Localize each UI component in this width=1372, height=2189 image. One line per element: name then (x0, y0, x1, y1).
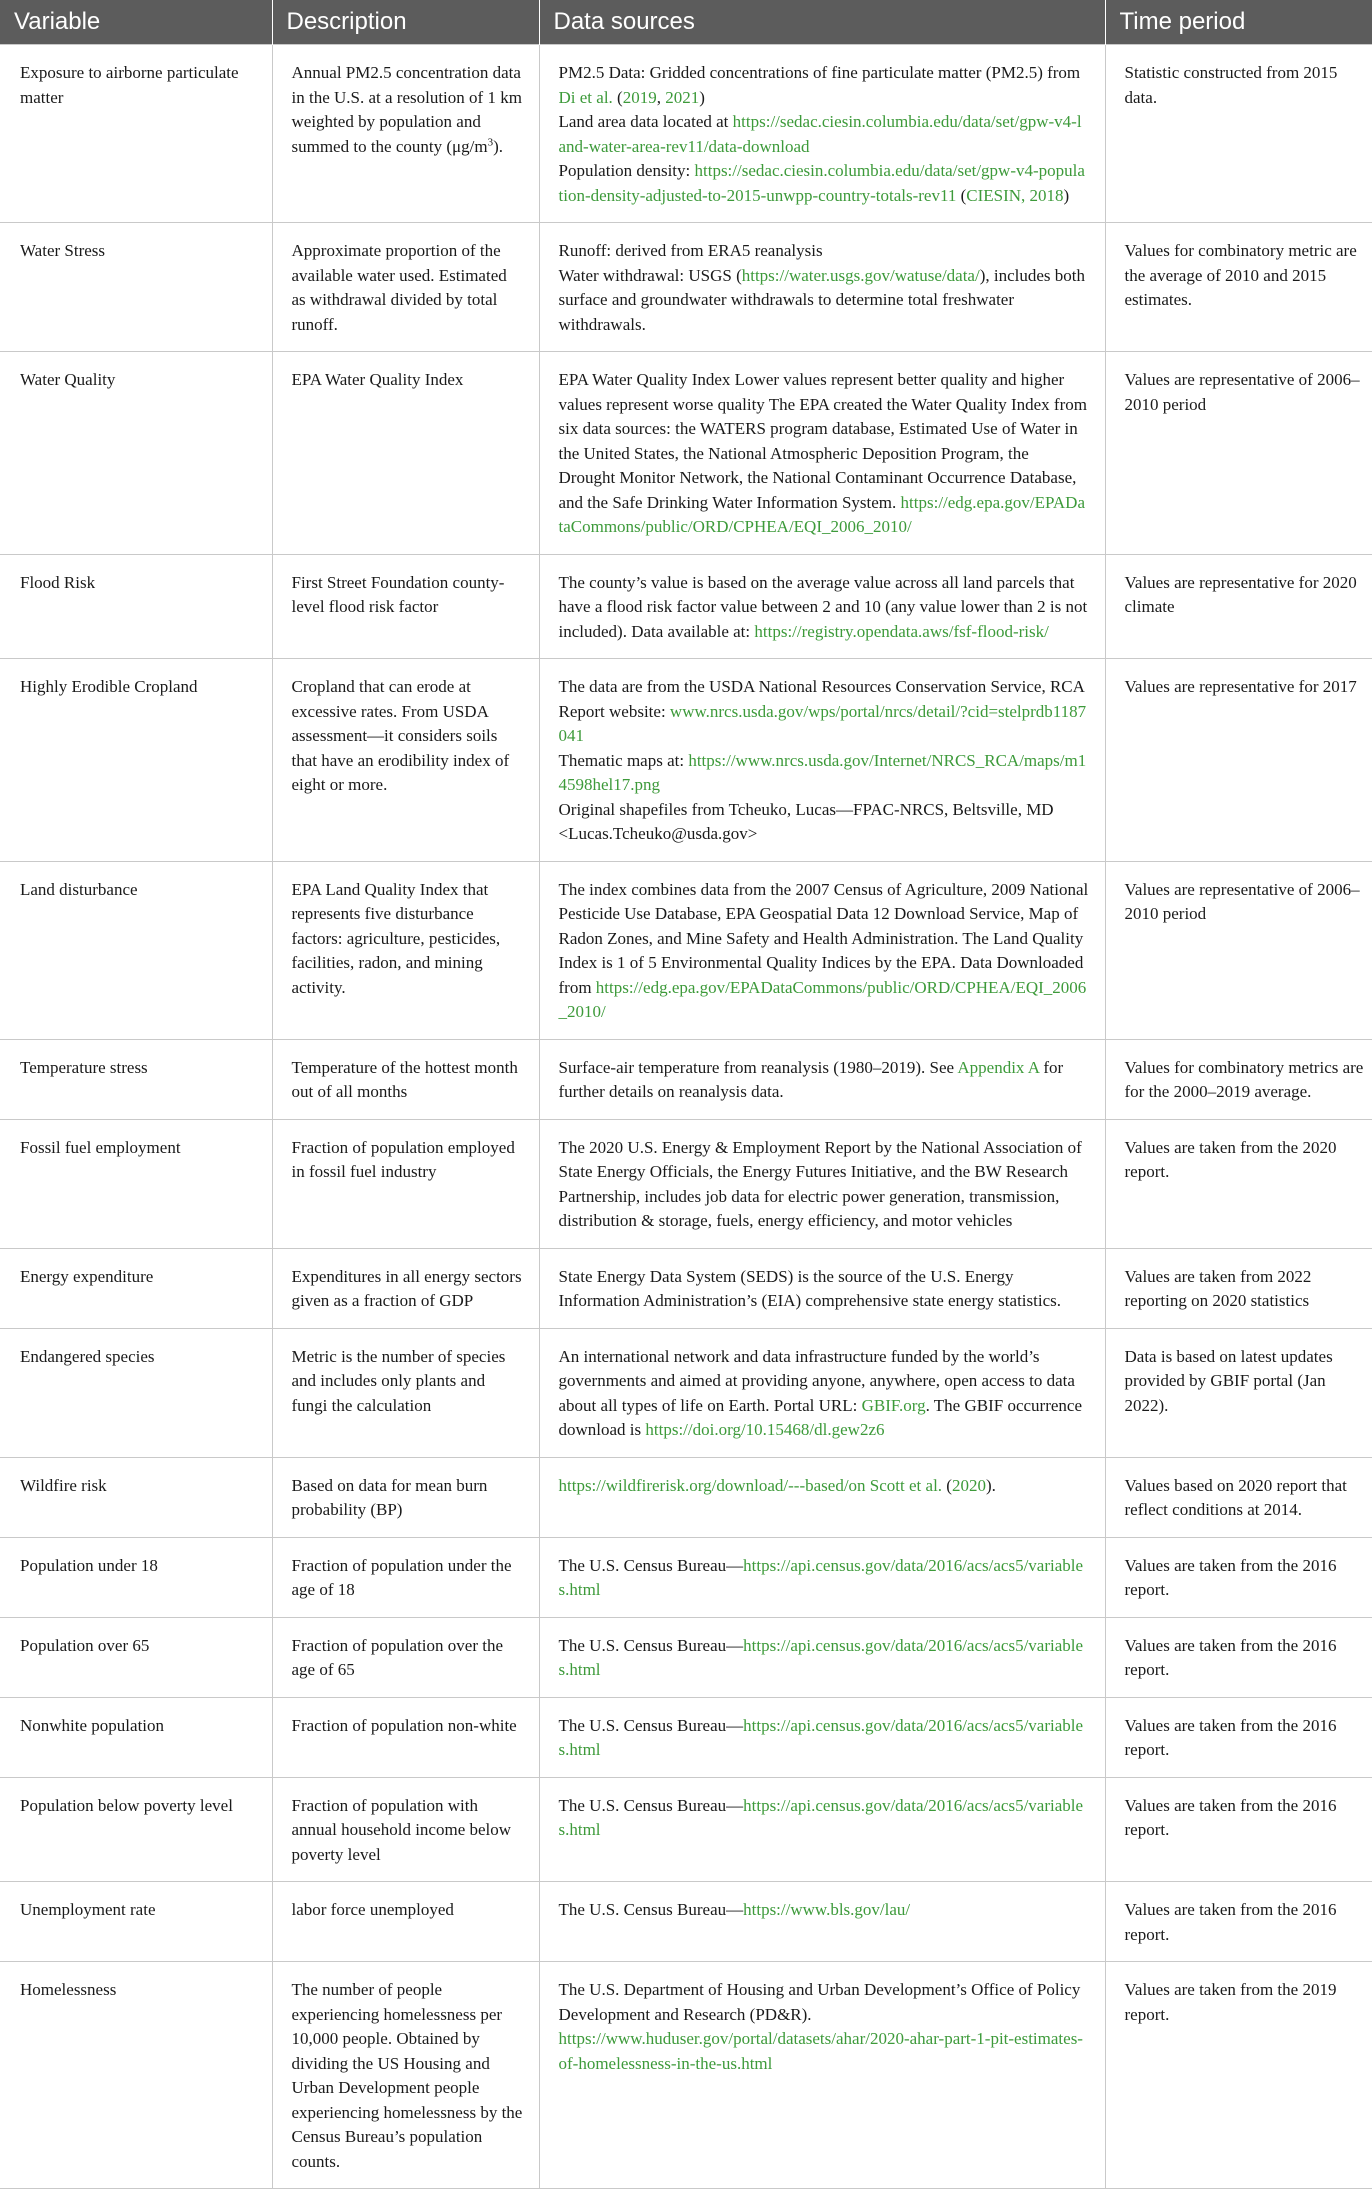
source-link[interactable]: https://api.census.gov/data/2016/acs/acs5/variables.html (558, 1555, 1084, 1599)
description-text: Fraction of population employed in fossil fuel industry (291, 1137, 515, 1181)
source-link[interactable]: https://edg.epa.gov/EPADataCommons/public/ORD/CPHEA/EQI_2006_2010/ (558, 492, 1085, 536)
table-row (0, 1697, 1372, 1777)
cell-data-sources (539, 1962, 1105, 2189)
cell-data-sources (539, 1119, 1105, 1248)
cell-variable: Energy expenditure (0, 1248, 272, 1328)
cell-time-period: Values are representative of 2006–2010 period (1105, 352, 1372, 555)
cell-time-period: Values are taken from the 2016 report. (1105, 1537, 1372, 1617)
source-text: for further details on reanalysis data. (558, 1057, 1064, 1101)
source-text: ) (1063, 185, 1070, 205)
cell-description (272, 45, 539, 223)
cell-data-sources (539, 659, 1105, 862)
source-text: ( (612, 87, 623, 107)
cell-time-period: Values for combinatory metrics are for the 2000–2019 average. (1105, 1039, 1372, 1119)
cell-description (272, 223, 539, 352)
cell-time-period: Values are representative for 2017 (1105, 659, 1372, 862)
source-link[interactable]: https://sedac.ciesin.columbia.edu/data/set/gpw-v4-population-density-adjusted-to-2015-unwpp-country-totals-rev11 (558, 161, 1085, 205)
table-header (0, 0, 1372, 45)
source-text: The U.S. Census Bureau— (558, 1635, 744, 1655)
cell-description (272, 1962, 539, 2189)
source-link[interactable]: 2019 (622, 87, 657, 107)
source-text: Runoff: derived from ERA5 reanalysis (558, 241, 823, 260)
cell-time-period: Values based on 2020 report that reflect conditions at 2014. (1105, 1457, 1372, 1537)
description-text: First Street Foundation county-level flood risk factor (291, 572, 505, 616)
description-superscript: 3 (487, 135, 494, 148)
cell-data-sources (539, 1328, 1105, 1457)
cell-data-sources (539, 1248, 1105, 1328)
cell-time-period: Values are taken from the 2016 report. (1105, 1617, 1372, 1697)
source-text: Original shapefiles from Tcheuko, Lucas—FPAC-NRCS, Beltsville, MD <Lucas.Tcheuko@usda.gov> (558, 799, 1054, 843)
source-text: An international network and data infrastructure funded by the world’s governments and aimed at providing anyone, anywhere, open access to data about all types of life on Earth. Portal URL: (558, 1346, 1075, 1415)
source-text: The data are from the USDA National Resources Conservation Service, RCA Report website: (558, 677, 1084, 721)
cell-description (272, 1328, 539, 1457)
cell-variable: Exposure to airborne particulate matter (0, 45, 272, 223)
cell-variable: Land disturbance (0, 861, 272, 1039)
cell-time-period: Data is based on latest updates provided by GBIF portal (Jan 2022). (1105, 1328, 1372, 1457)
source-link[interactable]: www.nrcs.usda.gov/wps/portal/nrcs/detail/?cid=stelprdb1187041 (558, 701, 1087, 745)
source-link[interactable]: https://www.bls.gov/lau/ (743, 1900, 911, 1919)
source-link[interactable]: CIESIN, 2018 (966, 185, 1064, 205)
cell-data-sources (539, 554, 1105, 659)
source-link[interactable]: https://api.census.gov/data/2016/acs/acs5/variables.html (558, 1715, 1084, 1759)
source-link[interactable]: https://water.usgs.gov/watuse/data/ (741, 265, 980, 285)
cell-time-period: Values are taken from the 2020 report. (1105, 1119, 1372, 1248)
source-text: State Energy Data System (SEDS) is the source of the U.S. Energy Information Administration’s (EIA) comprehensive state energy statistics. (558, 1266, 1061, 1310)
table-row (0, 1962, 1372, 2189)
cell-time-period: Values are taken from the 2019 report. (1105, 1962, 1372, 2189)
source-text: ) (699, 87, 705, 107)
source-text: . The GBIF occurrence download is (558, 1395, 1082, 1439)
cell-variable: Population under 18 (0, 1537, 272, 1617)
cell-data-sources (539, 1537, 1105, 1617)
source-link[interactable]: Appendix A (957, 1057, 1040, 1077)
cell-description (272, 1119, 539, 1248)
cell-description (272, 1777, 539, 1882)
source-text: The U.S. Census Bureau— (558, 1715, 744, 1735)
description-text: Temperature of the hottest month out of all months (291, 1057, 518, 1101)
cell-time-period: Statistic constructed from 2015 data. (1105, 45, 1372, 223)
cell-data-sources (539, 1457, 1105, 1537)
header-time-period: Time period (1105, 0, 1372, 45)
cell-description (272, 861, 539, 1039)
cell-data-sources (539, 1697, 1105, 1777)
description-text: Annual PM2.5 concentration data in the U.S. at a resolution of 1 km weighted by population and summed to the county (μg/m (291, 63, 522, 156)
source-link[interactable]: GBIF.org (861, 1395, 926, 1415)
cell-description (272, 352, 539, 555)
description-text: The number of people experiencing homelessness per 10,000 people. Obtained by dividing the US Housing and Urban Development people experiencing homelessness by the Census Bureau’s population counts. (291, 1980, 523, 2171)
table-row (0, 1248, 1372, 1328)
table-row (0, 352, 1372, 555)
cell-data-sources (539, 1777, 1105, 1882)
cell-variable: Wildfire risk (0, 1457, 272, 1537)
source-text: , (656, 87, 666, 107)
cell-data-sources (539, 1882, 1105, 1962)
source-link[interactable]: https://doi.org/10.15468/dl.gew2z6 (645, 1420, 885, 1439)
cell-time-period: Values are taken from the 2016 report. (1105, 1882, 1372, 1962)
source-link[interactable]: https://registry.opendata.aws/fsf-flood-risk/ (754, 621, 1049, 641)
table-row (0, 223, 1372, 352)
source-link[interactable]: 2020 (951, 1475, 986, 1495)
table-row (0, 1617, 1372, 1697)
description-text: labor force unemployed (291, 1900, 454, 1919)
source-text: Thematic maps at: (558, 750, 689, 770)
cell-variable: Endangered species (0, 1328, 272, 1457)
source-text: EPA Water Quality Index Lower values represent better quality and higher values represent worse quality The EPA created the Water Quality Index from six data sources: the WATERS program database, Estimated Use of Water in the United States, the National Atmospheric Deposition Program, the Drought Monitor Network, the National Contaminant Occurrence Database, and the Safe Drinking Water Information System. (558, 370, 1087, 512)
source-link[interactable]: https://wildfirerisk.org/download/---based/on Scott et al. (558, 1475, 943, 1495)
table-row (0, 659, 1372, 862)
source-link[interactable]: https://sedac.ciesin.columbia.edu/data/set/gpw-v4-land-water-area-rev11/data-download (558, 112, 1082, 156)
cell-variable: Flood Risk (0, 554, 272, 659)
table-row (0, 1882, 1372, 1962)
source-text: The U.S. Census Bureau— (558, 1900, 744, 1919)
cell-variable: Population below poverty level (0, 1777, 272, 1882)
table-row (0, 554, 1372, 659)
cell-variable: Homelessness (0, 1962, 272, 2189)
cell-data-sources (539, 223, 1105, 352)
source-text: ), includes both surface and groundwater withdrawals to determine total freshwater withdrawals. (558, 265, 1085, 334)
cell-time-period: Values are representative for 2020 climate (1105, 554, 1372, 659)
cell-description (272, 1457, 539, 1537)
header-variable: Variable (0, 0, 272, 45)
cell-time-period: Values for combinatory metric are the average of 2010 and 2015 estimates. (1105, 223, 1372, 352)
source-text: ( (956, 185, 967, 205)
table-row (0, 1457, 1372, 1537)
cell-data-sources (539, 352, 1105, 555)
table-row (0, 861, 1372, 1039)
source-text: The 2020 U.S. Energy & Employment Report by the National Association of State Energy Officials, the Energy Futures Initiative, and the BW Research Partnership, includes job data for electric power generation, transmission, distribution & storage, fuels, energy efficiency, and motor vehicles (558, 1137, 1082, 1230)
cell-description (272, 1617, 539, 1697)
cell-variable: Population over 65 (0, 1617, 272, 1697)
source-link[interactable]: https://edg.epa.gov/EPADataCommons/public/ORD/CPHEA/EQI_2006_2010/ (558, 977, 1087, 1021)
description-text: Fraction of population under the age of 18 (291, 1555, 512, 1599)
cell-description (272, 1697, 539, 1777)
cell-data-sources (539, 861, 1105, 1039)
source-text: Water withdrawal: USGS ( (558, 265, 742, 285)
description-text: EPA Land Quality Index that represents five disturbance factors: agriculture, pesticides, facilities, radon, and mining activity. (291, 879, 501, 997)
cell-time-period: Values are taken from the 2016 report. (1105, 1697, 1372, 1777)
description-text: Fraction of population non-white (291, 1715, 517, 1735)
description-suffix: ). (493, 136, 504, 156)
source-text: The index combines data from the 2007 Census of Agriculture, 2009 National Pesticide Use Database, EPA Geospatial Data 12 Download Service, Map of Radon Zones, and Mine Safety and Health Administration. The Land Quality Index is 1 of 5 Environmental Quality Indices by the EPA. Data Downloaded from (558, 879, 1089, 997)
cell-variable: Fossil fuel employment (0, 1119, 272, 1248)
source-text: ( (942, 1475, 952, 1495)
source-link[interactable]: Di et al. (558, 87, 613, 107)
header-data-sources: Data sources (539, 0, 1105, 45)
cell-description (272, 1039, 539, 1119)
source-text: Surface-air temperature from reanalysis (1980–2019). See (558, 1057, 958, 1077)
source-text: PM2.5 Data: Gridded concentrations of fine particulate matter (PM2.5) from (558, 63, 1081, 82)
cell-variable: Water Stress (0, 223, 272, 352)
table-body (0, 45, 1372, 2189)
table-row (0, 1328, 1372, 1457)
cell-description (272, 1882, 539, 1962)
source-text: Population density: (558, 161, 695, 180)
header-description: Description (272, 0, 539, 45)
description-text: Fraction of population over the age of 65 (291, 1635, 504, 1679)
description-text: Approximate proportion of the available water used. Estimated as withdrawal divided by total runoff. (291, 241, 507, 334)
cell-data-sources (539, 1039, 1105, 1119)
cell-variable: Unemployment rate (0, 1882, 272, 1962)
source-link[interactable]: https://api.census.gov/data/2016/acs/acs5/variables.html (558, 1635, 1084, 1679)
table-row (0, 45, 1372, 223)
source-text: The U.S. Census Bureau— (558, 1555, 744, 1575)
source-link[interactable]: https://www.nrcs.usda.gov/Internet/NRCS_RCA/maps/m14598hel17.png (558, 750, 1087, 794)
description-text: Fraction of population with annual household income below poverty level (291, 1795, 512, 1864)
cell-variable: Water Quality (0, 352, 272, 555)
cell-data-sources (539, 1617, 1105, 1697)
cell-description (272, 659, 539, 862)
description-text: EPA Water Quality Index (291, 370, 464, 389)
description-text: Based on data for mean burn probability (BP) (291, 1475, 488, 1519)
cell-time-period: Values are taken from 2022 reporting on 2020 statistics (1105, 1248, 1372, 1328)
cell-data-sources (539, 45, 1105, 223)
source-text: ). (985, 1475, 996, 1495)
cell-description (272, 1537, 539, 1617)
table-row (0, 1777, 1372, 1882)
source-link[interactable]: https://www.huduser.gov/portal/datasets/ahar/2020-ahar-part-1-pit-estimates-of-homelessness-in-the-us.html (558, 2029, 1083, 2073)
cell-description (272, 554, 539, 659)
description-text: Metric is the number of species and includes only plants and fungi the calculation (291, 1346, 506, 1415)
description-text: Cropland that can erode at excessive rates. From USDA assessment—it considers soils that have an erodibility index of eight or more. (291, 677, 510, 794)
table-row (0, 1537, 1372, 1617)
header-row (0, 0, 1372, 45)
description-text: Expenditures in all energy sectors given as a fraction of GDP (291, 1266, 522, 1310)
source-link[interactable]: 2021 (665, 87, 700, 107)
cell-variable: Nonwhite population (0, 1697, 272, 1777)
table-row (0, 1039, 1372, 1119)
cell-variable: Temperature stress (0, 1039, 272, 1119)
source-text: The county’s value is based on the average value across all land parcels that have a flood risk factor value between 2 and 10 (any value lower than 2 is not included). Data available at: (558, 572, 1088, 641)
source-link[interactable]: https://api.census.gov/data/2016/acs/acs5/variables.html (558, 1795, 1084, 1839)
cell-description (272, 1248, 539, 1328)
source-text: The U.S. Census Bureau— (558, 1795, 744, 1815)
source-text: The U.S. Department of Housing and Urban Development’s Office of Policy Development and Research (PD&R). (558, 1980, 1081, 2024)
source-text: Land area data located at (558, 112, 733, 131)
cell-time-period: Values are taken from the 2016 report. (1105, 1777, 1372, 1882)
table-row (0, 1119, 1372, 1248)
cell-time-period: Values are representative of 2006–2010 period (1105, 861, 1372, 1039)
cell-variable: Highly Erodible Cropland (0, 659, 272, 862)
